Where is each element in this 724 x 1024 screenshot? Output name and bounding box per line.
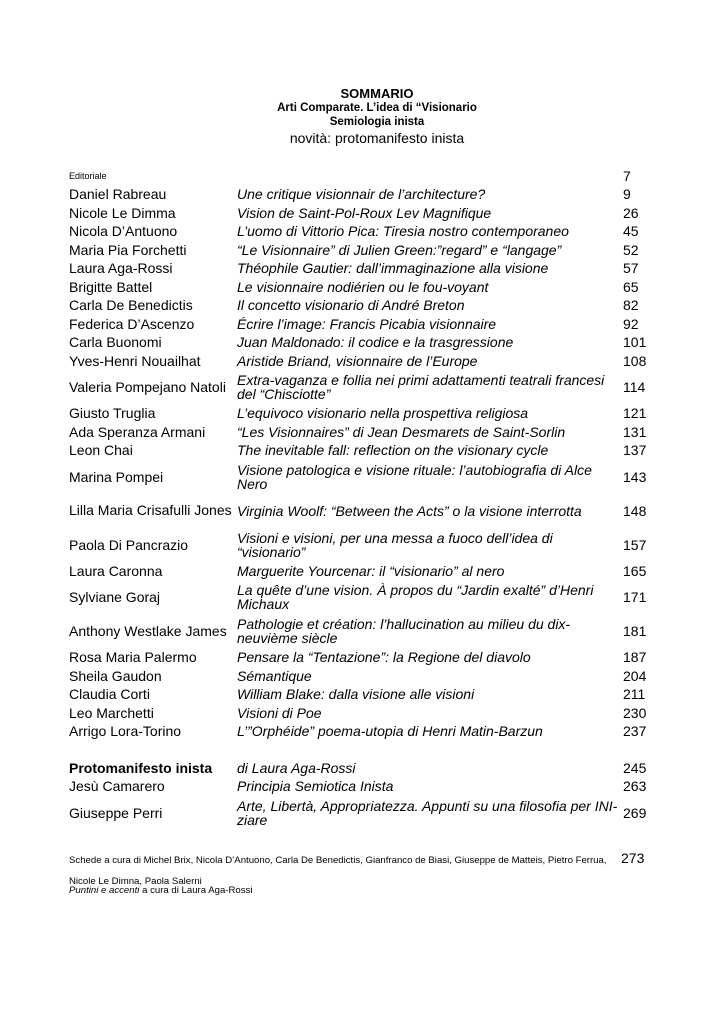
toc-title: Visioni e visioni, per una messa a fuoco dell’idea di “visionario” — [237, 529, 553, 560]
toc-page: 108 — [623, 352, 647, 369]
toc-title: Il concetto visionario di André Breton — [237, 297, 465, 314]
toc-page: 82 — [623, 297, 639, 314]
toc-page: 114 — [623, 379, 646, 395]
subtitle-2: Semiologia inista — [329, 116, 425, 128]
toc-title: Arte, Libertà, Appropriatezza. Appunti su una filosofia per INI-ziare — [237, 797, 618, 828]
toc-author: Lilla Maria Crisafulli Jones — [69, 502, 232, 518]
subtitle-novita: novità: protomanifesto inista — [289, 130, 465, 146]
subtitle-1: Arti Comparate. L’idea di “Visionario — [277, 102, 477, 114]
toc-page: 171 — [623, 589, 647, 605]
page-title: SOMMARIO — [340, 86, 414, 101]
toc-page: 92 — [623, 315, 639, 332]
toc-author: Laura Caronna — [69, 562, 163, 579]
toc-title: Visione patologica e visione rituale: l’autobiografia di Alce Nero — [237, 461, 592, 492]
toc-row — [69, 796, 659, 830]
table-of-contents — [69, 167, 659, 830]
toc-row — [69, 241, 659, 260]
toc-title: Pathologie et création: l’hallucination au milieu du dix-neuvième siècle — [237, 616, 571, 646]
toc-author: Anthony Westlake James — [69, 623, 227, 639]
toc-author: Nicole Le Dimma — [69, 204, 176, 221]
toc-row — [69, 722, 659, 741]
toc-page: 52 — [623, 241, 639, 258]
toc-title: L’uomo di Vittorio Pica: Tiresia nostro contemporaneo — [237, 223, 569, 240]
toc-page: 57 — [623, 260, 639, 277]
toc-author: Editoriale — [69, 171, 107, 181]
toc-row — [69, 441, 659, 460]
toc-row — [69, 614, 659, 648]
credits-rest: a cura di Laura Aga-Rossi — [139, 885, 253, 896]
toc-row — [69, 648, 659, 667]
toc-row — [69, 404, 659, 423]
toc-author: Jesù Camarero — [69, 778, 165, 795]
toc-page: 187 — [623, 649, 647, 666]
credits-italic: Puntini e accenti — [69, 885, 140, 896]
toc-page: 263 — [623, 778, 647, 795]
toc-title: Le visionnaire nodiérien ou le fou-voyant — [237, 278, 489, 295]
toc-row — [69, 460, 659, 494]
toc-page: 143 — [623, 468, 647, 485]
toc-author: Carla Buonomi — [69, 334, 162, 351]
toc-author: Protomanifesto inista — [69, 759, 213, 776]
toc-title: Visioni di Poe — [237, 704, 322, 721]
toc-title: Virginia Woolf: “Between the Acts” o la visione interrotta — [237, 502, 582, 519]
toc-author: Laura Aga-Rossi — [69, 260, 173, 277]
toc-row — [69, 278, 659, 297]
toc-row — [69, 423, 659, 442]
toc-title: La quête d’une vision. À propos du “Jardin exalté” d’Henri Michaux — [237, 582, 594, 612]
toc-row — [69, 562, 659, 581]
toc-title: Vision de Saint-Pol-Roux Lev Magnifique — [237, 204, 492, 221]
toc-row — [69, 222, 659, 241]
toc-row — [69, 528, 659, 562]
toc-page: 45 — [623, 223, 639, 240]
toc-author: Leon Chai — [69, 442, 133, 459]
header — [0, 86, 724, 147]
toc-page: 269 — [623, 804, 647, 821]
toc-row — [69, 296, 659, 315]
toc-page: 9 — [623, 186, 631, 203]
toc-title: L’”Orphéide” poema-utopia di Henri Matin-Barzun — [237, 723, 543, 740]
toc-row — [69, 704, 659, 723]
toc-title: L’equivoco visionario nella prospettiva religiosa — [237, 405, 529, 422]
toc-author: Sylviane Goraj — [69, 589, 161, 605]
toc-page: 211 — [623, 686, 646, 703]
toc-title: Écrire l’image: Francis Picabia visionnaire — [237, 315, 497, 332]
toc-page: 204 — [623, 667, 647, 684]
toc-row — [69, 370, 659, 404]
toc-page: 7 — [623, 168, 631, 184]
toc-page: 121 — [623, 405, 647, 422]
toc-author: Paola Di Pancrazio — [69, 536, 189, 553]
toc-title: di Laura Aga-Rossi — [237, 759, 356, 776]
toc-author: Yves-Henri Nouailhat — [69, 352, 201, 369]
toc-row — [69, 352, 659, 371]
toc-title: “Les Visionnaires” di Jean Desmarets de Saint-Sorlin — [237, 423, 566, 440]
toc-row — [69, 185, 659, 204]
toc-page: 148 — [623, 502, 647, 519]
toc-author: Sheila Gaudon — [69, 667, 162, 684]
toc-title: Une critique visionnair de l’architecture? — [237, 186, 486, 203]
toc-title: Aristide Briand, visionnaire de l’Europe — [237, 352, 478, 369]
toc-row — [69, 167, 659, 185]
toc-title: Principia Semiotica Inista — [237, 778, 394, 795]
toc-page: 131 — [623, 423, 647, 440]
toc-author: Claudia Corti — [69, 686, 150, 703]
toc-page: 65 — [623, 278, 639, 295]
toc-author: Carla De Benedictis — [69, 297, 193, 314]
toc-author: Leo Marchetti — [69, 704, 154, 721]
toc-author: Giusto Truglia — [69, 405, 156, 422]
toc-page: 230 — [623, 704, 647, 721]
toc-page: 137 — [623, 442, 647, 459]
toc-author: Federica D’Ascenzo — [69, 315, 195, 332]
toc-author: Daniel Rabreau — [69, 186, 167, 203]
toc-row — [69, 759, 659, 778]
toc-row — [69, 685, 659, 704]
toc-page: 26 — [623, 204, 639, 221]
toc-title: Pensare la “Tentazione”: la Regione del diavolo — [237, 649, 531, 666]
toc-author: Ada Speranza Armani — [69, 423, 206, 440]
toc-row — [69, 333, 659, 352]
toc-author: Marina Pompei — [69, 468, 164, 485]
credits-line — [69, 885, 252, 896]
schede-notes: Schede a cura di Michel Brix, Nicola D’Antuono, Carla De Benedictis, Gianfranco de Biasi, Giuseppe de Matteis, Pietro Ferrua, Nicole Le Dimna, Paola Salerni — [69, 855, 607, 887]
toc-title: Extra-vaganza e follia nei primi adattamenti teatrali francesi del “Chisciotte” — [237, 372, 605, 402]
toc-page: 101 — [623, 334, 647, 351]
toc-row — [69, 259, 659, 278]
toc-author: Brigitte Battel — [69, 278, 153, 295]
toc-title: Juan Maldonado: il codice e la trasgressione — [237, 334, 514, 351]
toc-title: The inevitable fall: reflection on the visionary cycle — [237, 442, 549, 459]
toc-page: 245 — [623, 759, 647, 776]
schede-page: 273 — [621, 850, 645, 866]
toc-author: Arrigo Lora-Torino — [69, 723, 182, 740]
toc-page: 157 — [623, 536, 647, 553]
toc-page: 165 — [623, 562, 647, 579]
toc-title: Sémantique — [237, 667, 312, 684]
toc-row — [69, 667, 659, 686]
toc-title: William Blake: dalla visione alle visioni — [237, 686, 475, 703]
toc-author: Valeria Pompejano Natoli — [69, 379, 226, 395]
toc-author: Nicola D’Antuono — [69, 223, 178, 240]
toc-row — [69, 315, 659, 334]
section-spacer — [69, 741, 659, 759]
toc-row — [69, 204, 659, 223]
toc-title: “Le Visionnaire” di Julien Green:”regard” e “langage” — [237, 241, 562, 258]
toc-page: 181 — [623, 623, 647, 639]
toc-title: Marguerite Yourcenar: il “visionario” al nero — [237, 562, 505, 579]
toc-page: 237 — [623, 723, 647, 740]
toc-row — [69, 580, 659, 614]
toc-row — [69, 494, 659, 528]
toc-author: Maria Pia Forchetti — [69, 241, 187, 258]
toc-author: Giuseppe Perri — [69, 804, 163, 821]
toc-row — [69, 777, 659, 796]
toc-author: Rosa Maria Palermo — [69, 649, 197, 666]
toc-title: Théophile Gautier: dall’immaginazione alla visione — [237, 260, 549, 277]
